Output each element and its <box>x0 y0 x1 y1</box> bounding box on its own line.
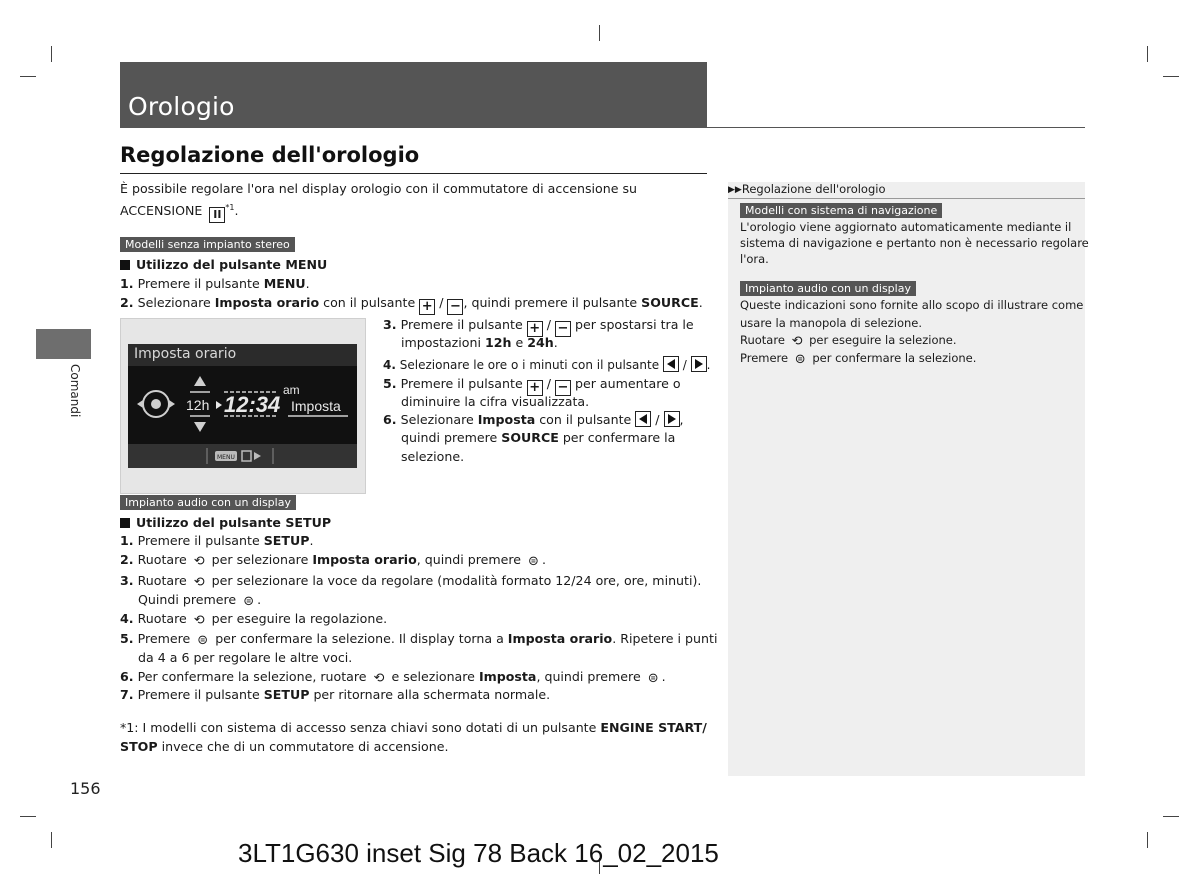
setup-heading-text: Utilizzo del pulsante SETUP <box>136 515 332 530</box>
menu-step-4 <box>383 356 710 375</box>
menu-step-2 <box>120 293 703 315</box>
step-text: per confermare la selezione. Il display torna a <box>211 631 508 646</box>
step-text: / <box>542 376 555 391</box>
display-footer-buttons <box>205 446 277 466</box>
right-arrow-key-icon <box>691 356 707 372</box>
step-number: 2. <box>120 552 134 567</box>
display-content <box>128 366 357 444</box>
display-action: Imposta <box>291 398 341 414</box>
print-slug: 3LT1G630 inset Sig 78 Back 16_02_2015 <box>238 838 719 868</box>
plus-key-icon: + <box>527 321 543 337</box>
step-number: 7. <box>120 687 134 702</box>
rotate-knob-icon: ⟲ <box>373 671 385 686</box>
menu-step-3-cont <box>401 333 558 352</box>
sidebar-p2-l3 <box>740 332 957 350</box>
setup-step-3-cont <box>138 590 261 611</box>
crop-mark <box>1163 816 1179 817</box>
step-text: Premere il pulsante <box>137 533 264 548</box>
setup-step-4 <box>120 609 387 630</box>
sidebar-header-text: Regolazione dell'orologio <box>741 182 886 196</box>
step-number: 2. <box>120 295 134 310</box>
sidebar-p1-l1: L'orologio viene aggiornato automaticamente mediante il <box>740 220 1072 234</box>
menu-step-6-cont2: selezione. <box>401 449 465 464</box>
side-label: Comandi <box>68 364 82 418</box>
footnote-line-1 <box>120 718 707 737</box>
step-bold: Imposta <box>478 669 537 684</box>
rotate-knob-icon: ⟲ <box>193 575 205 590</box>
step-number: 6. <box>120 669 134 684</box>
step-text: Premere il pulsante <box>137 276 264 291</box>
sidebar-p1-l3: l'ora. <box>740 252 769 266</box>
minus-key-icon: − <box>447 299 463 315</box>
step-text: con il pulsante <box>535 412 636 427</box>
step-text: Selezionare <box>400 412 478 427</box>
down-arrow-icon <box>194 422 206 432</box>
footnote-text: invece che di un commutatore di accensione. <box>157 739 449 754</box>
setup-step-5 <box>120 629 717 650</box>
step-text: per selezionare la voce da regolare (modalità formato 12/24 ore, ore, minuti). <box>207 573 702 588</box>
crop-mark <box>20 816 36 817</box>
play-icon <box>254 452 261 460</box>
step-text: Premere il pulsante <box>400 317 527 332</box>
step-number: 1. <box>120 276 134 291</box>
tag-no-stereo: Modelli senza impianto stereo <box>120 237 295 252</box>
left-arrow-key-icon <box>635 411 651 427</box>
step-bold: Imposta orario <box>312 552 417 567</box>
intro-line-2 <box>120 198 238 223</box>
step-text: . <box>541 552 546 567</box>
step-number: 3. <box>383 317 397 332</box>
sidebar-p2-l2: usare la manopola di selezione. <box>740 316 923 330</box>
step-number: 4. <box>383 358 396 372</box>
step-text: . Ripetere i punti <box>612 631 718 646</box>
step-bold: 24h <box>527 335 554 350</box>
step-text: , quindi premere il pulsante <box>463 295 642 310</box>
setup-step-5-cont: da 4 a 6 per regolare le altre voci. <box>138 650 353 665</box>
sidebar-text: Premere <box>740 351 792 365</box>
step-text: . <box>698 295 703 310</box>
display-header-label: Imposta orario <box>134 346 237 362</box>
step-text: Ruotare <box>137 611 191 626</box>
bullet-square <box>120 260 130 270</box>
step-text: per selezionare <box>207 552 313 567</box>
press-knob-icon: ⊜ <box>528 554 539 569</box>
step-text: . <box>661 669 666 684</box>
step-text: / <box>542 317 555 332</box>
setup-step-7 <box>120 685 550 704</box>
crop-mark <box>1147 46 1148 62</box>
double-chevron-icon: ▶▶ <box>728 185 742 195</box>
step-text: . <box>305 276 310 291</box>
step-text: Quindi premere <box>138 592 241 607</box>
menu-heading <box>120 255 327 274</box>
setup-step-3 <box>120 571 701 592</box>
step-bold: MENU <box>263 276 306 291</box>
step-text: . <box>309 533 314 548</box>
footnote-bold: STOP <box>120 739 158 754</box>
press-knob-icon: ⊜ <box>647 671 659 686</box>
rotate-knob-icon: ⟲ <box>193 613 205 628</box>
setup-heading <box>120 513 331 532</box>
step-text: per confermare la <box>558 430 676 445</box>
knob-icon <box>137 391 175 417</box>
step-bold: SOURCE <box>501 430 559 445</box>
page-number: 156 <box>70 779 101 798</box>
crop-mark <box>1163 76 1179 77</box>
sidebar-p1-l2: sistema di navigazione e pertanto non è necessario regolare <box>740 236 1089 250</box>
step-text: per spostarsi tra le <box>570 317 694 332</box>
setup-icon <box>242 451 251 461</box>
sidebar-text: per confermare la selezione. <box>808 351 977 365</box>
display-format: 12h <box>186 397 210 413</box>
sidebar-tag-audio: Impianto audio con un display <box>740 281 916 296</box>
up-arrow-icon <box>194 376 206 386</box>
step-text: , quindi premere <box>416 552 526 567</box>
menu-button-icon: MENU <box>217 454 235 461</box>
footnote-bold: ENGINE START/ <box>600 720 707 735</box>
crop-mark <box>599 25 600 41</box>
menu-step-1 <box>120 274 310 293</box>
step-number: 1. <box>120 533 134 548</box>
footnote-line-2 <box>120 737 448 756</box>
step-text: Premere il pulsante <box>137 687 264 702</box>
sidebar-header <box>728 181 886 199</box>
step-text: , <box>679 412 684 427</box>
section-title: Regolazione dell'orologio <box>120 143 420 167</box>
right-arrow-key-icon <box>664 411 680 427</box>
sidebar-text: Ruotare <box>740 333 789 347</box>
step-number: 4. <box>120 611 134 626</box>
step-text: / <box>651 412 664 427</box>
footnote-ref: *1 <box>225 203 235 212</box>
side-tab <box>36 329 91 359</box>
display-ampm: am <box>283 383 300 397</box>
menu-step-6-cont <box>401 428 675 447</box>
sidebar-tag-navigation: Modelli con sistema di navigazione <box>740 203 942 218</box>
step-number: 6. <box>383 412 397 427</box>
press-knob-icon: ⊜ <box>243 594 255 609</box>
step-text: per eseguire la regolazione. <box>207 611 388 626</box>
crop-mark <box>20 76 36 77</box>
intro-line-1: È possibile regolare l'ora nel display orologio con il commutatore di accensione su <box>120 181 638 196</box>
step-bold: SETUP <box>263 687 310 702</box>
step-text: Ruotare <box>137 552 191 567</box>
step-text: e selezionare <box>387 669 479 684</box>
step-bold: SETUP <box>263 533 310 548</box>
step-text: Selezionare le ore o i minuti con il pulsante <box>399 358 663 372</box>
intro-period: . <box>234 203 239 219</box>
step-text: per ritornare alla schermata normale. <box>309 687 551 702</box>
minus-key-icon: − <box>555 380 571 396</box>
step-number: 3. <box>120 573 134 588</box>
step-text: impostazioni <box>401 335 485 350</box>
section-rule <box>120 173 707 174</box>
chapter-title: Orologio <box>128 92 235 121</box>
step-text: Ruotare <box>137 573 191 588</box>
crop-mark <box>1147 832 1148 848</box>
press-knob-icon: ⊜ <box>197 633 209 648</box>
press-knob-icon: ⊜ <box>794 352 806 367</box>
setup-step-2 <box>120 550 546 571</box>
plus-key-icon: + <box>419 299 435 315</box>
step-text: , quindi premere <box>536 669 645 684</box>
step-text: Per confermare la selezione, ruotare <box>137 669 371 684</box>
step-text: e <box>511 335 528 350</box>
step-text: Selezionare <box>137 295 215 310</box>
tag-audio-display: Impianto audio con un display <box>120 495 296 510</box>
step-text: Premere <box>137 631 195 646</box>
sidebar-p2-l4 <box>740 350 976 368</box>
bullet-square <box>120 518 130 528</box>
step-text: / <box>435 295 448 310</box>
step-text: per aumentare o <box>570 376 681 391</box>
step-text: Premere il pulsante <box>400 376 527 391</box>
step-text: con il pulsante <box>319 295 420 310</box>
intro-text: ACCENSIONE <box>120 203 203 219</box>
step-text: . <box>553 335 558 350</box>
ignition-symbol: II <box>209 207 225 223</box>
sidebar-text: per eseguire la selezione. <box>805 333 957 347</box>
menu-step-6 <box>383 410 684 429</box>
step-text: . <box>257 592 262 607</box>
step-text: quindi premere <box>401 430 502 445</box>
step-bold: Imposta <box>477 412 536 427</box>
rotate-knob-icon: ⟲ <box>193 554 205 569</box>
right-arrow-icon <box>216 401 222 409</box>
crop-mark <box>51 832 52 848</box>
footnote-text: *1: I modelli con sistema di accesso senza chiavi sono dotati di un pulsante <box>120 720 601 735</box>
step-text: / <box>678 358 691 372</box>
chapter-rule <box>120 127 1085 128</box>
sidebar-panel <box>728 182 1085 776</box>
step-text: . <box>706 358 711 372</box>
menu-heading-text: Utilizzo del pulsante MENU <box>136 257 328 272</box>
step-bold: Imposta orario <box>507 631 613 646</box>
step-bold: Imposta orario <box>214 295 320 310</box>
minus-key-icon: − <box>555 321 571 337</box>
step-bold: SOURCE <box>641 295 699 310</box>
step-number: 5. <box>120 631 134 646</box>
sidebar-rule <box>728 198 1085 199</box>
left-arrow-key-icon <box>663 356 679 372</box>
rotate-knob-icon: ⟲ <box>791 334 803 349</box>
crop-mark <box>51 46 52 62</box>
plus-key-icon: + <box>527 380 543 396</box>
display-time: 12:34 <box>224 392 281 417</box>
setup-step-1 <box>120 531 313 550</box>
sidebar-p2-l1: Queste indicazioni sono fornite allo scopo di illustrare come <box>740 298 1084 312</box>
step-bold: 12h <box>484 335 512 350</box>
menu-step-5-cont: diminuire la cifra visualizzata. <box>401 394 590 409</box>
step-number: 5. <box>383 376 397 391</box>
